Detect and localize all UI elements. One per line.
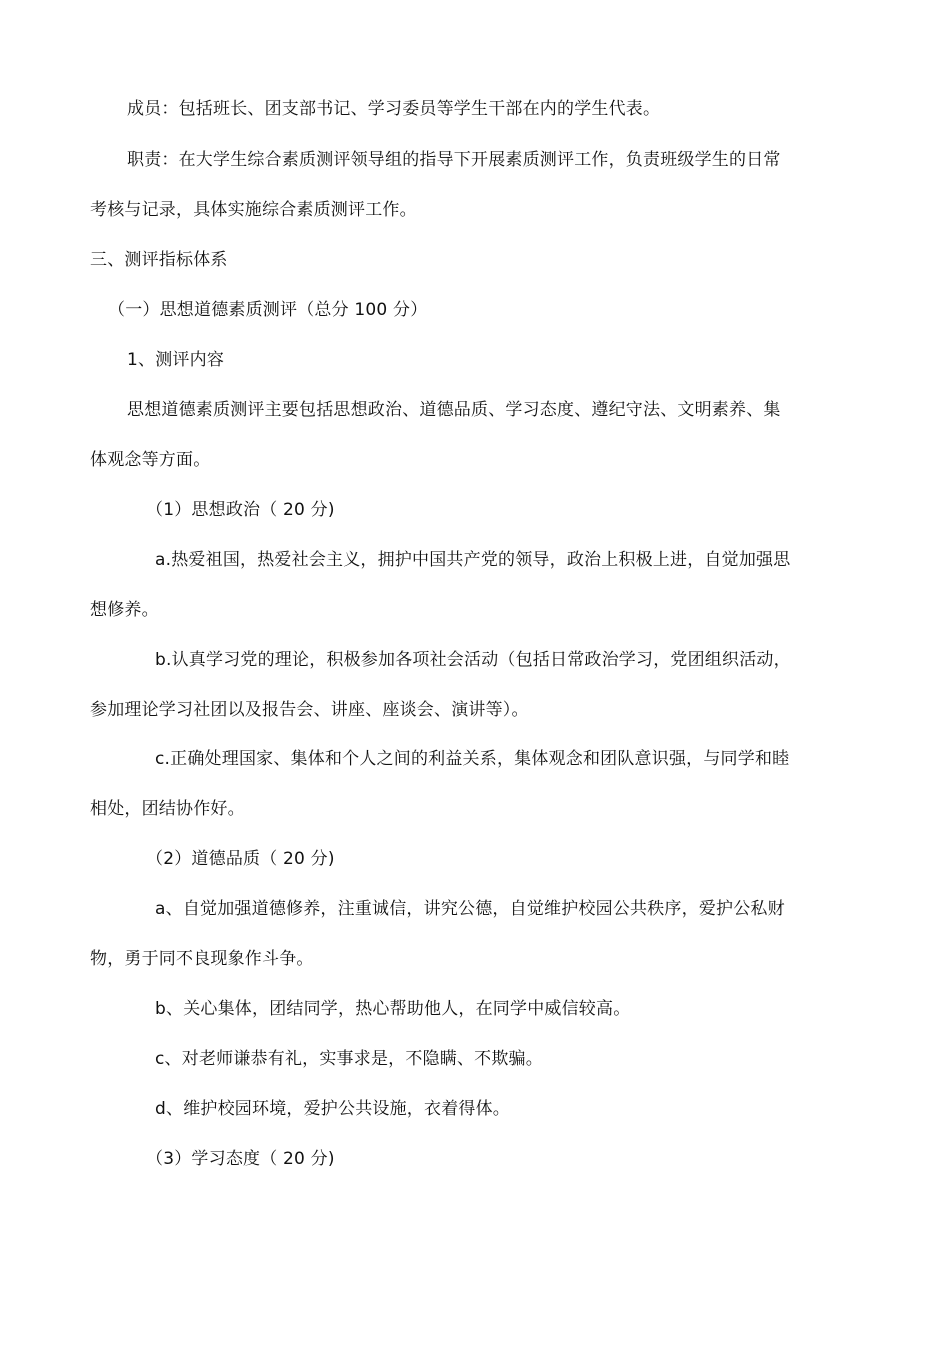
intro-paragraph: 思想道德素质测评主要包括思想政治、道德品质、学习态度、遵纪守法、文明素养、集 [127,400,781,420]
members-line: 成员：包括班长、团支部书记、学习委员等学生干部在内的学生代表。 [127,99,661,119]
category-heading-3: （3）学习态度（ 20 分) [146,1149,335,1169]
duties-line-cont: 考核与记录，具体实施综合素质测评工作。 [90,200,417,220]
duties-line: 职责：在大学生综合素质测评领导组的指导下开展素质测评工作，负责班级学生的日常 [127,150,781,170]
category-heading-2: （2）道德品质（ 20 分) [146,849,335,869]
criterion-1a: a.热爱祖国，热爱社会主义，拥护中国共产党的领导，政治上积极上进，自觉加强思 [155,550,791,570]
criterion-1c: c.正确处理国家、集体和个人之间的利益关系，集体观念和团队意识强，与同学和睦 [155,749,790,769]
criterion-1c-cont: 相处，团结协作好。 [90,799,245,819]
criterion-2a: a、自觉加强道德修养，注重诚信，讲究公德，自觉维护校园公共秩序，爱护公私财 [155,899,785,919]
intro-paragraph-cont: 体观念等方面。 [90,450,211,470]
criterion-2d: d、维护校园环境，爱护公共设施，衣着得体。 [155,1099,510,1119]
subsection-heading: （一）思想道德素质测评（总分 100 分） [108,300,428,320]
criterion-1b: b.认真学习党的理论，积极参加各项社会活动（包括日常政治学习，党团组织活动， [155,650,791,670]
category-heading-1: （1）思想政治（ 20 分) [146,500,335,520]
criterion-1a-cont: 想修养。 [90,600,159,620]
section-heading: 三、测评指标体系 [90,250,228,270]
criterion-2b: b、关心集体，团结同学，热心帮助他人，在同学中威信较高。 [155,999,631,1019]
criterion-2c: c、对老师谦恭有礼，实事求是，不隐瞒、不欺骗。 [155,1049,543,1069]
criterion-1b-cont: 参加理论学习社团以及报告会、讲座、座谈会、演讲等）。 [90,700,529,720]
item-heading: 1、测评内容 [127,350,225,370]
criterion-2a-cont: 物，勇于同不良现象作斗争。 [90,949,314,969]
